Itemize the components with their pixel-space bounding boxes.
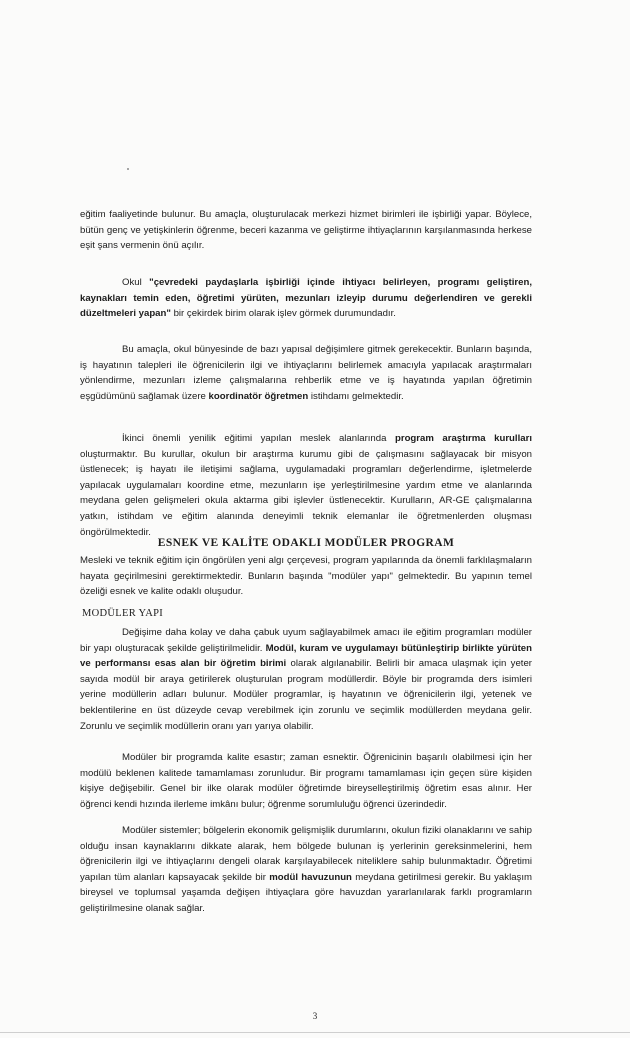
paragraph-bold-text: koordinatör öğretmen xyxy=(208,390,309,402)
page-number: 3 xyxy=(312,1011,318,1021)
paragraph-bold-text: modül havuzunun xyxy=(269,871,352,883)
paragraph-modular-intro xyxy=(80,553,532,600)
section-heading: ESNEK VE KALİTE ODAKLI MODÜLER PROGRAM xyxy=(157,537,455,549)
paragraph-coordinator xyxy=(80,342,532,404)
paragraph-text: Mesleki ve teknik eğitim için öngörülen yeni algı çerçevesi, program yapılarında da önemli farklılaşmaların hayata geçirilmesini gerektirmektedir. Bunların başında "modüler yapı" gelmektedir. Bu yapının temel özeliği esnek ve kalite odaklı oluşudur. xyxy=(80,555,532,598)
paragraph-research-boards xyxy=(80,431,532,540)
paragraph-text: Okul xyxy=(122,277,150,288)
paragraph-text: oluşturmaktır. Bu kurullar, okulun bir araştırma kurumu gibi de çalışmasını sağlayacak bir misyon üstlenecek; iş hayatı ile iletişimi sağlama, uygulamadaki programları değerlendirme, işletmelerde yapılacak uygulamaları koordine etme, mezunların işe yerleştirilmesine yardım etme ve alanlarında meydana gelen gelişmeleri okula aktarma gibi işlevler üstlenecektir. Kurulların, AR-GE çalışmalarına yatkın, istihdam ve eğitim alanında deneyimli teknik elemanlar ile öğretmenlerden oluşması öngörülmektedir. xyxy=(80,448,532,538)
paragraph-module-pool xyxy=(80,823,532,917)
paragraph-bold-text: program araştırma kurulları xyxy=(394,433,532,444)
paragraph-text: İkinci önemli yenilik eğitimi yapılan meslek alanlarında xyxy=(122,433,395,444)
paragraph-school-role xyxy=(80,275,532,322)
paragraph-text: Değişime daha kolay ve daha çabuk uyum sağlayabilmek amacı ile eğitim programları modüler bir yapı oluşturacak şekilde geliştirilmelidir. xyxy=(80,627,532,654)
paragraph-module-definition xyxy=(80,625,532,734)
paragraph-quality xyxy=(80,750,532,812)
paragraph-text: bir çekirdek birim olarak işlev görmek durumundadır. xyxy=(170,308,396,320)
paragraph-text: Modüler bir programda kalite esastır; zaman esnektir. Öğrenicinin başarılı olabilmesi için her modülü beklenen kalitede tamamlaması zorunludur. Bir programı tamamlaması için geçen süre kişiden kişiye değişebilir. Genel bir ilke olarak modüler öğretimde bireyselleştirilmiş öğretim esas alınır. Her öğrenci kendi hızında ilerleme imkânı bulur; öğrenme sorumluluğu öğrenci üzerindedir. xyxy=(80,752,532,810)
paragraph-text: Modüler sistemler; bölgelerin ekonomik gelişmişlik durumlarını, okulun fiziki olanaklarını ve sahip olduğu insan kaynaklarını dikkate alarak, hem bölgede bulunan iş yerlerinin gereksinmelerini, hem öğrenicilerin ilgi ve ihtiyaçlarını dengeli olarak karşılayabilecek niteliklere sahip bulunmaktadır. Öğretimi yapılan tüm alanları kapsayacak şekilde bir xyxy=(80,825,532,883)
paragraph-bold-text: "çevredeki paydaşlarla işbirliği içinde ihtiyacı belirleyen, programı geliştiren, kaynakları temin eden, öğretimi yürüten, mezunları izleyip durumu değerlendiren ve gerekli düzeltmeleri yapan" xyxy=(80,277,532,320)
paragraph-text: eğitim faaliyetinde bulunur. Bu amaçla, oluşturulacak merkezi hizmet birimleri ile işbirliği yapar. Böylece, bütün genç ve yetişkinlerin öğrenme, beceri kazanma ve geliştirme ihtiyaçlarının karşılanmasında herkese eşit şans vermenin önü açılır. xyxy=(80,209,532,252)
paragraph-text: olarak algılanabilir. Belirli bir amaca ulaşmak için yeter sayıda modül bir araya getirilerek oluşturulan program modüllerdir. Böyle bir programda ders isimleri yerine modüllerin adları bulunur. Modüler programlar, iş hayatının ve öğrenicilerin ilgi, yetenek ve beklentilerine en üst düzeyde cevap verebilmek için zorunlu ve seçimlik modüllerden meydana gelir. Zorunlu ve seçimlik modüllerin oranı yarı yarıya olabilir. xyxy=(80,658,532,732)
paragraph-bold-text: Modül, kuram ve uygulamayı bütünleştirip birlikte yürüten ve performansı esas alan bir öğretim birimi xyxy=(80,642,533,670)
scan-edge-line xyxy=(0,1032,630,1033)
paragraph-text: Bu amaçla, okul bünyesinde de bazı yapısal değişimlere gitmek gerekecektir. Bunların başında, iş hayatının talepleri ile öğrenicilerin ilgi ve ihtiyaçlarını belirlemek amacıyla yapılacak araştırmaları yönlendirme, mezunları izleme çalışmalarına rehberlik etme ve iş hayatında yapılan öğretimin eşgüdümünü sağlamak üzere xyxy=(80,344,532,402)
paragraph-intro xyxy=(80,207,532,254)
paragraph-text: meydana getirilmesi gerekir. Bu yaklaşım bireysel ve toplumsal yaşamda değişen ihtiyaçlara göre havuzdan yararlanılarak farklı programların geliştirilmesine olanak sağlar. xyxy=(80,871,532,914)
subsection-heading: MODÜLER YAPI xyxy=(82,608,164,619)
paragraph-text: istihdamı gelmektedir. xyxy=(308,390,404,402)
scan-speck xyxy=(127,168,129,170)
